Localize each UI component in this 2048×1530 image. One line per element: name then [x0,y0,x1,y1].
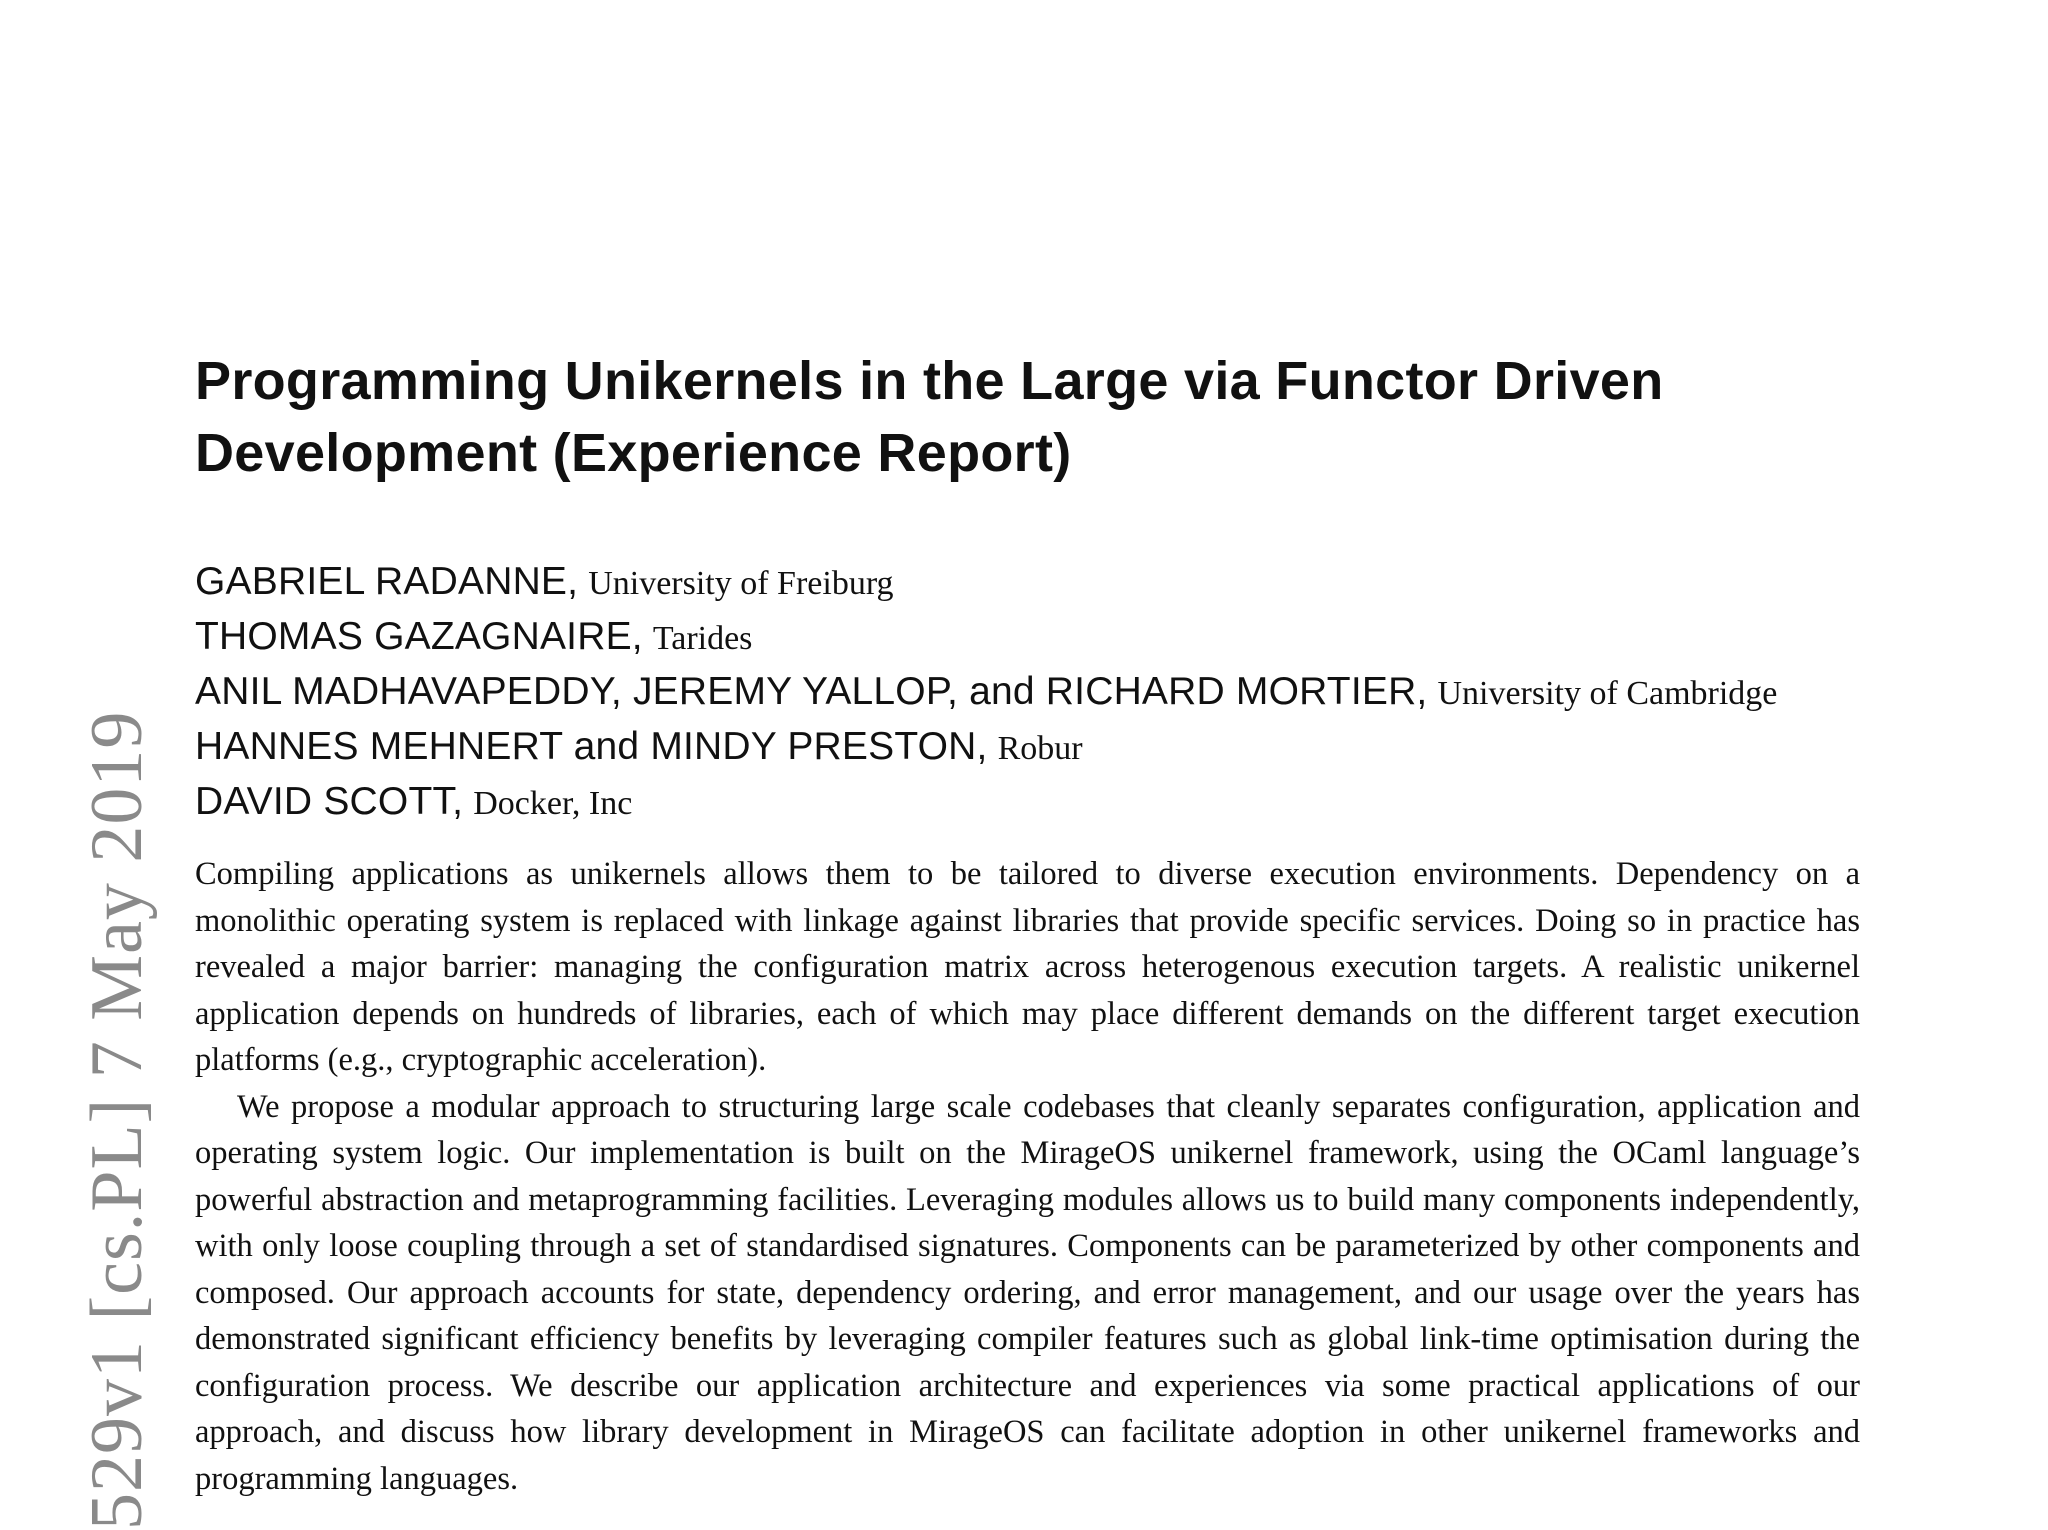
author-line [195,609,1860,664]
author-names: DAVID SCOTT, [195,780,464,823]
author-names: HANNES MEHNERT and MINDY PRESTON, [195,725,988,768]
author-list [195,554,1860,829]
author-line [195,719,1860,774]
paper-title-line-1: Programming Unikernels in the Large via Functor Driven [195,351,1664,411]
author-names: THOMAS GAZAGNAIRE, [195,615,643,658]
author-affiliation: Robur [997,730,1083,767]
abstract [195,851,1860,1502]
paper-title-line-2: Development (Experience Report) [195,423,1072,483]
paper-title [195,345,1860,489]
arxiv-identifier-stamp: 529v1 [cs.PL] 7 May 2019 [76,710,158,1530]
author-affiliation: Tarides [652,620,753,657]
paper-page [195,0,1860,1517]
abstract-paragraph-1: Compiling applications as unikernels allows them to be tailored to diverse execution environments. Dependency on a monolithic operating system is replaced with linkage against libraries that provide specific services. Doing so in practice has revealed a major barrier: managing the configuration matrix across heterogenous execution targets. A realistic unikernel application depends on hundreds of libraries, each of which may place different demands on the different target execution platforms (e.g., cryptographic acceleration). [195,856,1860,1078]
author-names: GABRIEL RADANNE, [195,560,579,603]
author-line [195,774,1860,829]
author-affiliation: Docker, Inc [473,785,633,822]
abstract-paragraph-2: We propose a modular approach to structuring large scale codebases that cleanly separates configuration, application and operating system logic. Our implementation is built on the MirageOS unikernel framework, using the OCaml language’s powerful abstraction and metaprogramming facilities. Leveraging modules allows us to build many components independently, with only loose coupling through a set of standardised signatures. Components can be parameterized by other components and composed. Our approach accounts for state, dependency ordering, and error management, and our usage over the years has demonstrated significant efficiency benefits by leveraging compiler features such as global link-time optimisation during the configuration process. We describe our application architecture and experiences via some practical applications of our approach, and discuss how library development in MirageOS can facilitate adoption in other unikernel frameworks and programming languages. [195,1088,1860,1497]
author-line [195,664,1860,719]
author-affiliation: University of Freiburg [588,565,894,602]
author-line [195,554,1860,609]
author-names: ANIL MADHAVAPEDDY, JEREMY YALLOP, and RICHARD MORTIER, [195,670,1428,713]
author-affiliation: University of Cambridge [1437,675,1778,712]
